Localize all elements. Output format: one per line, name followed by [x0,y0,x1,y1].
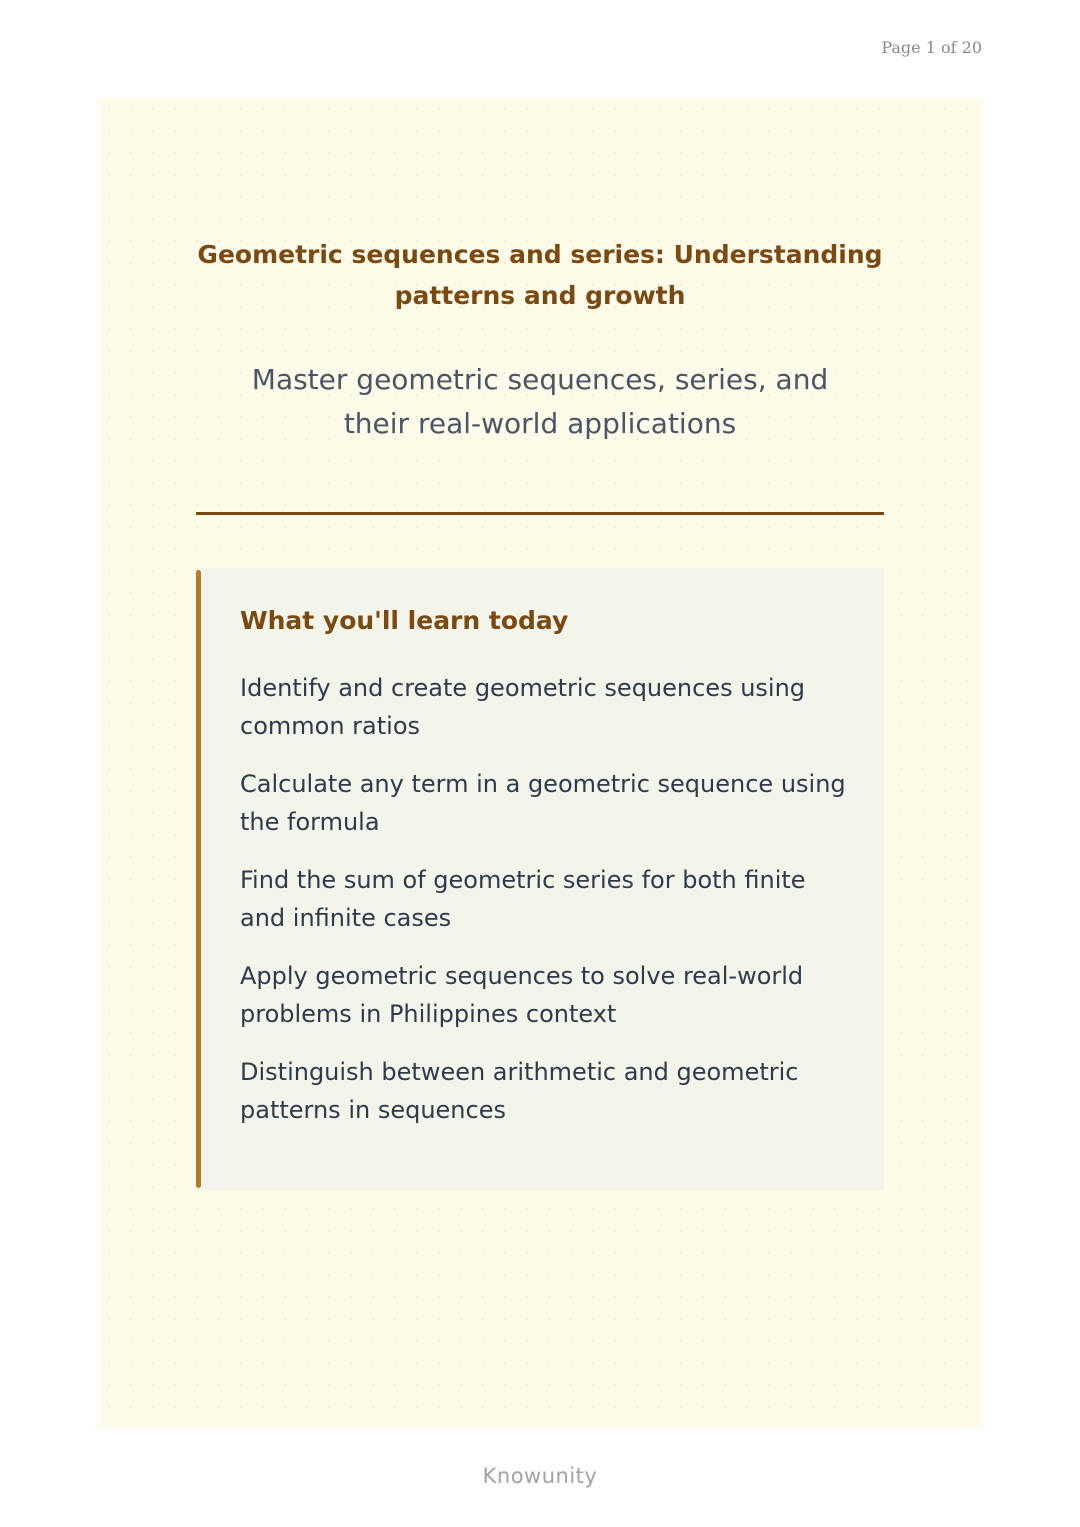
learning-objective-line: Find the sum of geometric series for both finite [240,866,806,894]
learning-objective-item [240,669,860,745]
document-subtitle-line: their real-world applications [343,407,737,440]
learning-objective-line: the formula [240,808,380,836]
learning-objective-item [240,765,860,841]
brand-footer: Knowunity [482,1464,598,1488]
page-indicator: Page 1 of 20 [881,38,982,57]
learning-objective-line: Identify and create geometric sequences using [240,674,806,702]
learning-objectives-box [196,568,884,1190]
learning-objective-item [240,1053,860,1129]
learning-objective-item [240,957,860,1033]
learning-objective-line: problems in Philippines context [240,1000,617,1028]
accent-bar [196,570,201,1188]
document-page [98,98,982,1428]
section-divider [196,512,884,515]
learning-objective-line: common ratios [240,712,420,740]
learning-objectives-heading: What you'll learn today [240,606,569,635]
learning-objective-line: Calculate any term in a geometric sequence using [240,770,846,798]
learning-objective-item [240,861,860,937]
document-title-line: patterns and growth [394,281,686,310]
learning-objective-line: Distinguish between arithmetic and geometric [240,1058,799,1086]
learning-objective-line: patterns in sequences [240,1096,506,1124]
learning-objective-line: and infinite cases [240,904,452,932]
document-subtitle-line: Master geometric sequences, series, and [251,363,829,396]
document-subtitle [98,358,982,446]
document-title [98,234,982,316]
learning-objectives-list [240,669,860,1149]
document-title-line: Geometric sequences and series: Understanding [197,240,883,269]
learning-objective-line: Apply geometric sequences to solve real-world [240,962,804,990]
